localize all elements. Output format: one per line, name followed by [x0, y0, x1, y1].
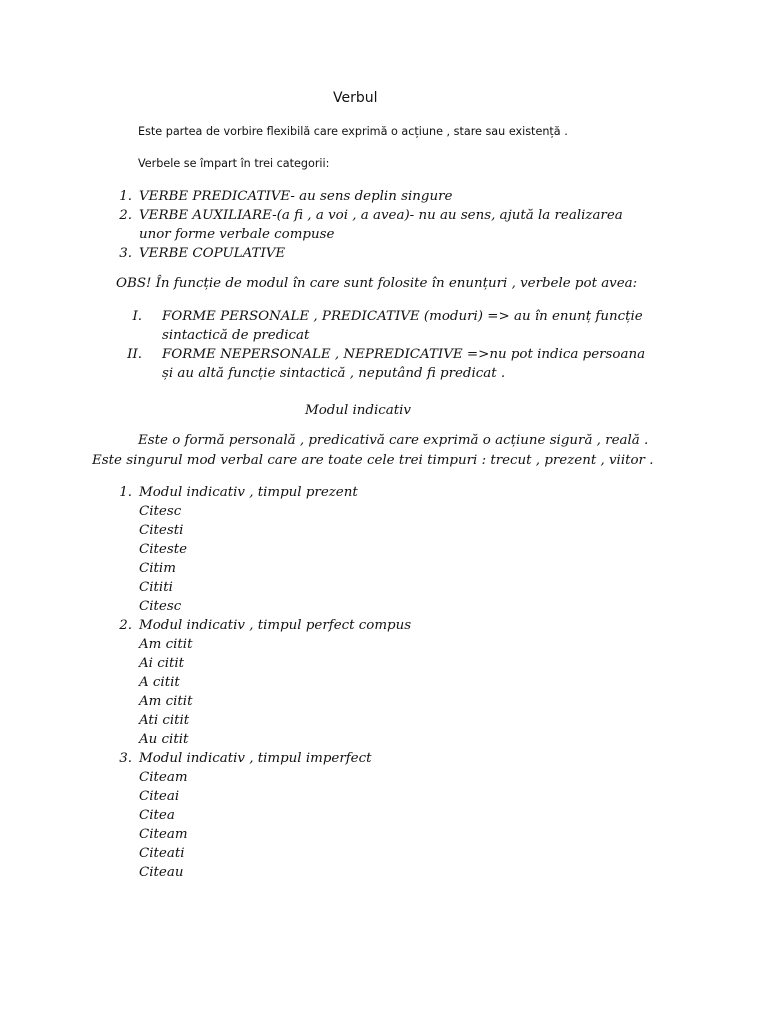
list-number: 3. — [119, 246, 132, 261]
tense-heading: Modul indicativ , timpul prezent — [139, 485, 358, 500]
verb-form: Citeam — [139, 827, 188, 842]
list-text: sintactică de predicat — [162, 328, 310, 343]
verb-form: Citeste — [139, 542, 188, 557]
list-text: VERBE AUXILIARE-(a fi , a voi , a avea)- nu au sens, ajută la realizarea — [139, 208, 623, 223]
list-text: unor forme verbale compuse — [139, 227, 335, 242]
verb-form: Ati citit — [139, 713, 190, 728]
tense-heading: Modul indicativ , timpul perfect compus — [139, 618, 412, 633]
page-title: Verbul — [333, 90, 378, 106]
list-number: 1. — [119, 189, 132, 204]
section-subtitle: Modul indicativ — [305, 403, 411, 418]
verb-form: Citeati — [139, 846, 185, 861]
list-text: și au altă funcție sintactică , neputând fi predicat . — [162, 366, 506, 381]
list-number: 2. — [119, 618, 132, 633]
definition-text: Este partea de vorbire flexibilă care exprimă o acțiune , stare sau existență . — [138, 125, 568, 138]
list-text: VERBE COPULATIVE — [139, 246, 286, 261]
list-text: FORME PERSONALE , PREDICATIVE (moduri) => au în enunț funcție — [162, 309, 643, 324]
observation-text: OBS! În funcție de modul în care sunt folosite în enunțuri , verbele pot avea: — [116, 276, 638, 291]
paragraph-line: Este o formă personală , predicativă care exprimă o acțiune sigură , reală . — [138, 433, 649, 448]
verb-form: Citesc — [139, 599, 182, 614]
verb-form: Ai citit — [139, 656, 185, 671]
verb-form: Citim — [139, 561, 176, 576]
verb-form: Citesti — [139, 523, 184, 538]
categories-intro: Verbele se împart în trei categorii: — [138, 157, 330, 170]
tense-heading: Modul indicativ , timpul imperfect — [139, 751, 372, 766]
verb-form: Au citit — [139, 732, 189, 747]
verb-form: Cititi — [139, 580, 173, 595]
verb-form: Citesc — [139, 504, 182, 519]
verb-form: Citeai — [139, 789, 180, 804]
verb-form: A citit — [139, 675, 180, 690]
list-number: I. — [132, 309, 142, 324]
verb-form: Am citit — [139, 637, 193, 652]
list-text: VERBE PREDICATIVE- au sens deplin singure — [139, 189, 453, 204]
list-number: 1. — [119, 485, 132, 500]
verb-form: Citea — [139, 808, 175, 823]
paragraph-line: Este singurul mod verbal care are toate cele trei timpuri : trecut , prezent , viitor . — [92, 453, 654, 468]
verb-form: Citeau — [139, 865, 184, 880]
list-number: 3. — [119, 751, 132, 766]
list-text: FORME NEPERSONALE , NEPREDICATIVE =>nu pot indica persoana — [162, 347, 646, 362]
list-number: 2. — [119, 208, 132, 223]
verb-form: Citeam — [139, 770, 188, 785]
verb-form: Am citit — [139, 694, 193, 709]
list-number: II. — [127, 347, 142, 362]
